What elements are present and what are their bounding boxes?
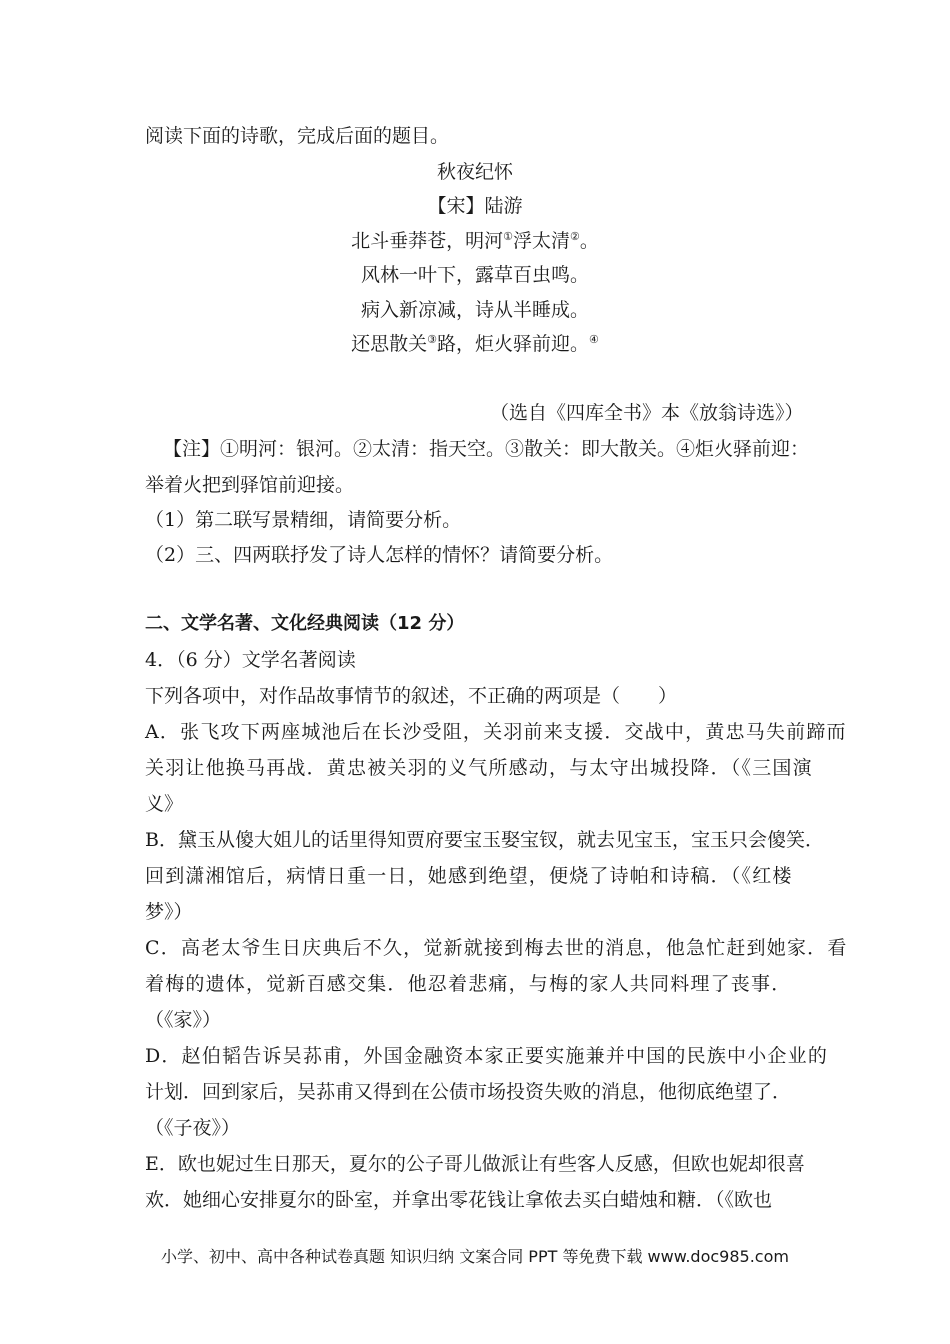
option-d-line-1: D．赵伯韬告诉吴荪甫，外国金融资本家正要实施兼并中国的民族中小企业的 <box>145 1045 829 1067</box>
option-c-line-2: 着梅的遗体，觉新百感交集．他忍着悲痛，与梅的家人共同料理了丧事． <box>145 973 792 995</box>
option-a-line-1: A．张飞攻下两座城池后在长沙受阻，关羽前来支援．交战中，黄忠马失前蹄而 <box>145 721 847 743</box>
option-d-line-2: 计划．回到家后，吴荪甫又得到在公债市场投资失败的消息，他彻底绝望了． <box>145 1081 792 1103</box>
poem-title: 秋夜纪怀 <box>436 161 513 183</box>
page-footer: 小学、初中、高中各种试卷真题 知识归纳 文案合同 PPT 等免费下载 www.doc985.com <box>161 1247 789 1266</box>
note-line-2: 举着火把到驿馆前迎接。 <box>145 474 355 496</box>
instruction-text: 阅读下面的诗歌，完成后面的题目。 <box>145 125 450 147</box>
poem-line-2: 风林一叶下，露草百虫鸣。 <box>360 264 589 286</box>
option-a-line-2: 关羽让他换马再战．黄忠被关羽的义气所感动，与太守出城投降．（《三国演 <box>145 757 813 779</box>
q4-header: 4．（6 分）文学名著阅读 <box>145 649 356 671</box>
option-b-line-3: 梦》） <box>145 901 193 923</box>
question-2: （2）三、四两联抒发了诗人怎样的情怀？请简要分析。 <box>145 544 614 566</box>
poem-line-3: 病入新凉减，诗从半睡成。 <box>360 299 589 321</box>
section-2-heading: 二、文学名著、文化经典阅读（12 分） <box>145 613 465 634</box>
option-c-line-1: C．高老太爷生日庆典后不久，觉新就接到梅去世的消息，他急忙赶到她家．看 <box>145 937 848 959</box>
option-c-line-3: （《家》） <box>145 1009 222 1031</box>
note-line-1: 【注】①明河：银河。②太清：指天空。③散关：即大散关。④炬火驿前迎： <box>163 438 810 460</box>
option-b-line-2: 回到潇湘馆后，病情日重一日，她感到绝望，便烧了诗帕和诗稿．（《红楼 <box>145 865 793 887</box>
poem-line-1: 北斗垂莽苍，明河①浮太清②。 <box>351 230 599 252</box>
option-b-line-1: B．黛玉从傻大姐儿的话里得知贾府要宝玉娶宝钗，就去见宝玉，宝玉只会傻笑． <box>145 829 824 851</box>
question-1: （1）第二联写景精细，请简要分析。 <box>145 509 462 531</box>
option-e-line-2: 欢．她细心安排夏尔的卧室，并拿出零花钱让拿侬去买白蜡烛和糖．（《欧也 <box>145 1189 773 1211</box>
option-a-line-3: 义》 <box>145 793 184 815</box>
option-e-line-1: E．欧也妮过生日那天，夏尔的公子哥儿做派让有些客人反感，但欧也妮却很喜 <box>145 1153 805 1175</box>
option-d-line-3: （《子夜》） <box>145 1117 241 1139</box>
poem-author: 【宋】陆游 <box>427 195 523 217</box>
q4-stem: 下列各项中，对作品故事情节的叙述，不正确的两项是（ ） <box>145 685 678 707</box>
poem-line-4: 还思散关③路，炬火驿前迎。④ <box>351 333 599 355</box>
poem-source: （选自《四库全书》本《放翁诗选》） <box>490 402 804 424</box>
